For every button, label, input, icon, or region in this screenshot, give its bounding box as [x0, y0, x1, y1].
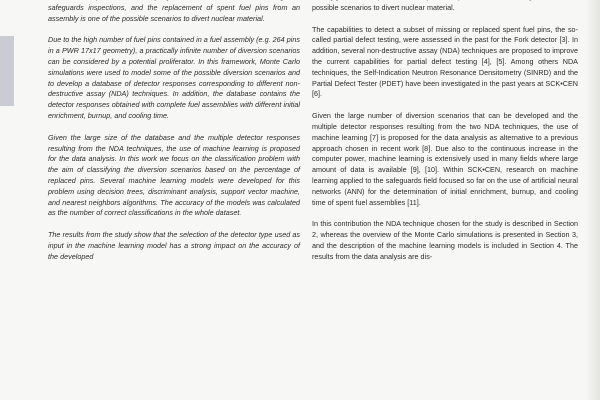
intro-paragraph-2: The capabilities to detect a subset of missing or replaced spent fuel pins, the so-called partial defect testing, were assessed in the past for the Fork detector [3]. In addition, several non-destructive assay (NDA) techniques are proposed to improve the current capabilities for partial defect testing [4], [5]. Among others NDA techniques, the Self-Indication Neutron Resonance Densitometry (SINRD) and the Partial Defect Tester (PDET) have been investigated in the past years at SCK•CEN [6]. [312, 24, 578, 99]
intro-paragraph-4: In this contribution the NDA technique chosen for the study is described in Section 2, whereas the overview of the Monte Carlo simulations is presented in Section 3, and the description of the machine learning models is included in Section 4. The results from the data analysis are dis- [312, 219, 578, 261]
abstract-paragraph-1: safeguards inspections, and the replacement of spent fuel pins from an assembly is one of the possible scenarios to divert nuclear material. [48, 2, 300, 23]
intro-paragraph-1: possible scenarios to divert nuclear material. [312, 2, 455, 12]
abstract-paragraph-4: The results from the study show that the selection of the detector type used as input in the machine learning model has a strong impact on the accuracy of the developed [48, 230, 300, 261]
intro-paragraph-3: Given the large number of diversion scenarios that can be developed and the multiple detector responses resulting from the two NDA techniques, the use of machine learning [7] is proposed for the data analysis as alternative to a previous approach chosen in recent work [8]. Due also to the continuous increase in the computer power, machine learning is extensively used in many fields where large amount of data is available [9], [10]. Within SCK•CEN, research on machine learning applied to the safeguards field focused so far on the use of artificial neural networks (ANN) for the determination of initial enrichment, burnup, and cooling time of spent fuel assemblies [11]. [312, 111, 578, 207]
abstract-column [48, 0, 300, 400]
introduction-column [312, 0, 578, 400]
page-edge-tab [0, 36, 14, 106]
abstract-paragraph-2: Due to the high number of fuel pins contained in a fuel assembly (e.g. 264 pins in a PWR 17x17 geometry), a practically infinite number of diversion scenarios can be considered by a potential proliferator. In this framework, Monte Carlo simulations were used to model some of the possible diversion scenarios and to develop a database of detector responses corresponding to different non-destructive assay (NDA) techniques. In addition, the database contains the detector responses obtained with complete fuel assemblies with different initial enrichment, burnup, and cooling time. [48, 35, 300, 120]
abstract-paragraph-3: Given the large size of the database and the multiple detector responses resulting from the NDA techniques, the use of machine learning is proposed for the data analysis. In this work we focus on the classification problem with the aim of classifying the diversion scenarios based on the percentage of replaced pins. Several machine learning models were developed for this problem using decision trees, discriminant analysis, support vector machine, and nearest neighbors algorithms. The accuracy of the models was calculated as the number of correct classifications in the whole dataset. [48, 132, 300, 218]
page-edge-shadow [586, 0, 600, 400]
